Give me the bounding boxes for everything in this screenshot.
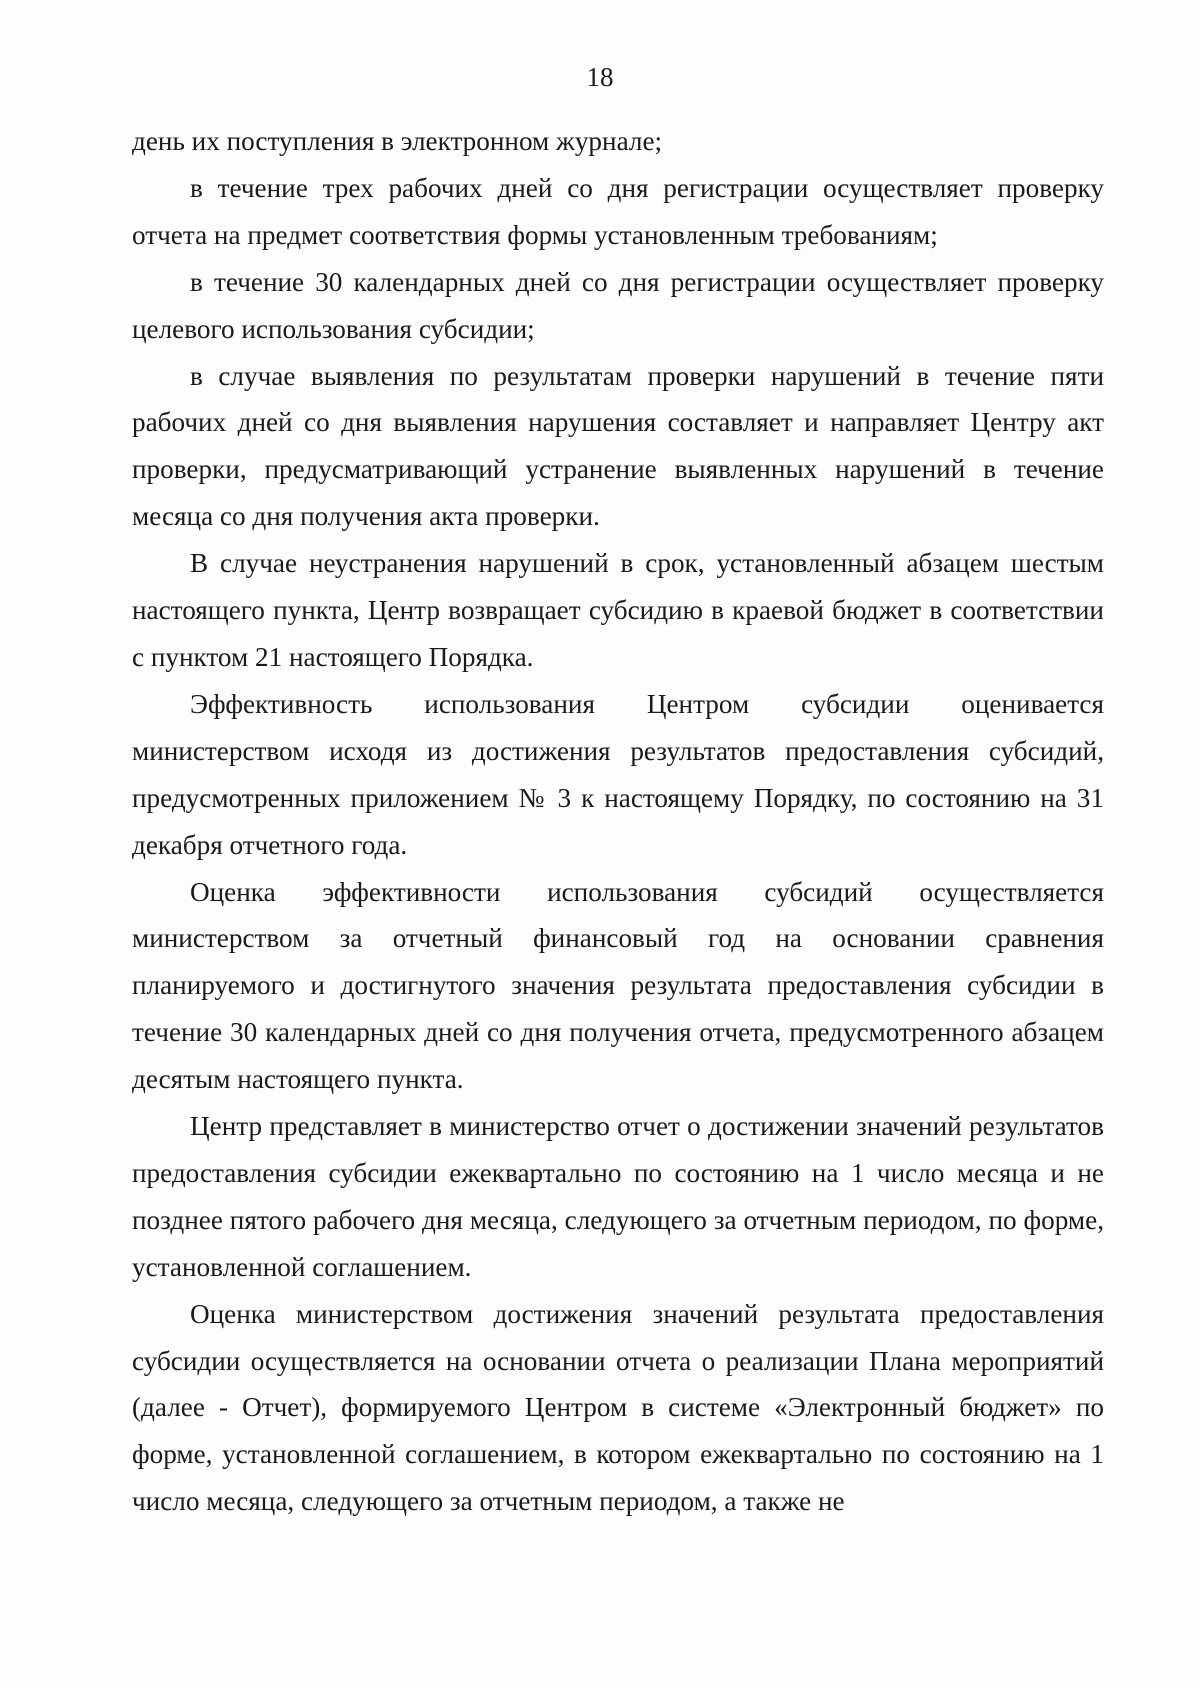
paragraph: в течение трех рабочих дней со дня регистрации осуществляет проверку отчета на предмет соответствия формы установленным требованиям; xyxy=(132,172,1104,250)
paragraph: Оценка министерством достижения значений результата предоставления субсидии осуществляется на основании отчета о реализации Плана мероприятий (далее - Отчет), формируемого Центром в системе «Электронный бюджет» по форме, установленной соглашением, в котором ежеквартально по состоянию на 1 число месяца, следующего за отчетным периодом, а также не xyxy=(132,1298,1104,1517)
paragraph: Эффективность использования Центром субсидии оценивается министерством исходя из достижения результатов предоставления субсидий, предусмотренных приложением № 3 к настоящему Порядку, по состоянию на 31 декабря отчетного года. xyxy=(132,688,1104,860)
paragraph-continued: день их поступления в электронном журнале; xyxy=(132,126,663,156)
document-body xyxy=(132,118,1104,1525)
page-number: 18 xyxy=(586,62,614,92)
paragraph: Оценка эффективности использования субсидий осуществляется министерством за отчетный финансовый год на основании сравнения планируемого и достигнутого значения результата предоставления субсидии в течение 30 календарных дней со дня получения отчета, предусмотренного абзацем десятым настоящего пункта. xyxy=(132,876,1104,1095)
paragraph: в случае выявления по результатам проверки нарушений в течение пяти рабочих дней со дня выявления нарушения составляет и направляет Центру акт проверки, предусматривающий устранение выявленных нарушений в течение месяца со дня получения акта проверки. xyxy=(132,360,1104,532)
paragraph: В случае неустранения нарушений в срок, установленный абзацем шестым настоящего пункта, Центр возвращает субсидию в краевой бюджет в соответствии с пунктом 21 настоящего Порядка. xyxy=(132,548,1104,672)
paragraph: в течение 30 календарных дней со дня регистрации осуществляет проверку целевого использования субсидии; xyxy=(132,266,1104,344)
paragraph: Центр представляет в министерство отчет о достижении значений результатов предоставления субсидии ежеквартально по состоянию на 1 число месяца и не позднее пятого рабочего дня месяца, следующего за отчетным периодом, по форме, установленной соглашением. xyxy=(132,1111,1104,1282)
